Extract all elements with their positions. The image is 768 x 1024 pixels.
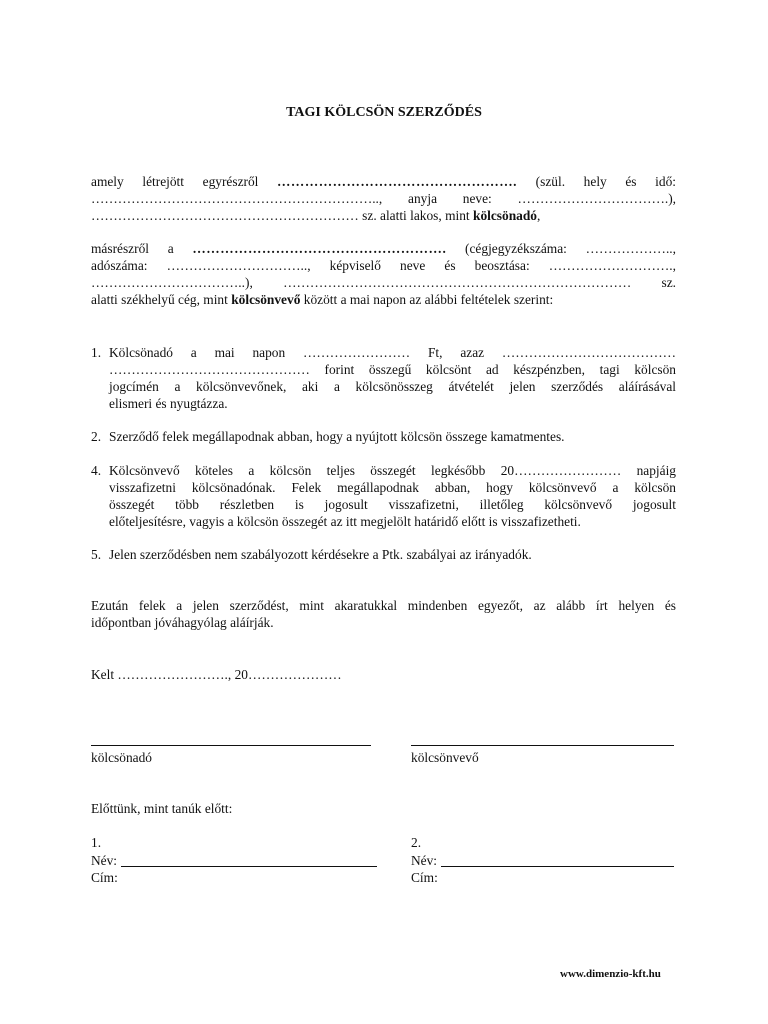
clause-line: jogcímén a kölcsönvevőnek, aki a kölcsönösszeg átvételét jelen szerződés aláírásával <box>109 379 676 394</box>
party-lender-line-2: ……………………………………………………….., anyja neve: …………………………….), <box>91 191 676 206</box>
clause-line: Kölcsönadó a mai napon …………………… Ft, azaz ………………………………… <box>109 345 676 360</box>
witness-2-number: 2. <box>411 835 422 850</box>
witness-1-name-line <box>121 866 377 867</box>
document-title: TAGI KÖLCSÖN SZERZŐDÉS <box>286 105 482 120</box>
witness-1-number: 1. <box>91 835 102 850</box>
clause-4 <box>109 462 676 530</box>
lender-signature-label: kölcsönadó <box>91 750 152 765</box>
witness-1-address-label: Cím: <box>91 870 118 885</box>
party-borrower-line-2: adószáma: ………………………….., képviselő neve és beosztása: ………………………., <box>91 258 676 273</box>
role-lender: kölcsönadó <box>473 208 537 223</box>
clause-line: visszafizetni kölcsönadónak. Felek megállapodnak abban, hogy kölcsönvevő a kölcsön <box>109 480 676 495</box>
clause-2-number: 2. <box>91 429 102 444</box>
closing-paragraph <box>91 597 676 631</box>
clause-line: Kölcsönvevő köteles a kölcsön teljes összegét legkésőbb 20…………………… napjáig <box>109 463 676 478</box>
footer-url: www.dimenzio-kft.hu <box>560 968 661 980</box>
clause-line: Szerződő felek megállapodnak abban, hogy a nyújtott kölcsön összege kamatmentes. <box>109 429 565 444</box>
clause-line: összegét több részletben is jogosult visszafizetni, illetőleg kölcsönvevő jogosult <box>109 497 676 512</box>
closing-line-1: Ezután felek a jelen szerződést, mint akaratukkal mindenben egyezőt, az alább írt helyen és <box>91 598 676 613</box>
witness-1-name-label: Név: <box>91 853 118 868</box>
role-borrower: kölcsönvevő <box>231 292 301 307</box>
witness-2-name-label: Név: <box>411 853 438 868</box>
clause-line: ……………………………………… forint összegű kölcsönt ad készpénzben, tagi kölcsön <box>109 362 676 377</box>
clause-2 <box>109 428 676 445</box>
witness-2-address-label: Cím: <box>411 870 438 885</box>
borrower-signature-line <box>411 745 674 746</box>
party-borrower-paragraph <box>91 240 676 308</box>
party-lender-paragraph <box>91 173 676 224</box>
clause-line: Jelen szerződésben nem szabályozott kérdésekre a Ptk. szabályai az irányadók. <box>109 547 532 562</box>
party-borrower-line-1: másrészről a ………………………………………………. (cégjegyzékszáma: ……………….., <box>91 241 676 256</box>
party-borrower-line-4: alatti székhelyű cég, mint kölcsönvevő között a mai napon az alábbi feltételek szerint: <box>91 292 554 307</box>
borrower-signature-label: kölcsönvevő <box>411 750 479 765</box>
closing-line-2: időpontban jóváhagyólag aláírják. <box>91 615 274 630</box>
clause-1-number: 1. <box>91 345 102 360</box>
party-borrower-line-3: ……………………………..), …………………………………………………………………… sz. <box>91 275 676 290</box>
witness-2-name-line <box>441 866 674 867</box>
lender-signature-line <box>91 745 371 746</box>
date-line: Kelt ……………………., 20………………… <box>91 667 342 682</box>
clause-line: előteljesítésre, vagyis a kölcsön összegét az itt megjelölt határidő előtt is visszafizetheti. <box>109 514 581 529</box>
party-lender-line-1: amely létrejött egyrészről ……………………………………………. (szül. hely és idő: <box>91 174 676 189</box>
clause-4-number: 4. <box>91 463 102 478</box>
clause-5-number: 5. <box>91 547 102 562</box>
witnesses-heading: Előttünk, mint tanúk előtt: <box>91 801 233 816</box>
clause-line: elismeri és nyugtázza. <box>109 396 228 411</box>
clause-1 <box>109 344 676 412</box>
party-lender-line-3: …………………………………………………… sz. alatti lakos, mint kölcsönadó, <box>91 208 541 223</box>
clause-5 <box>109 546 676 563</box>
